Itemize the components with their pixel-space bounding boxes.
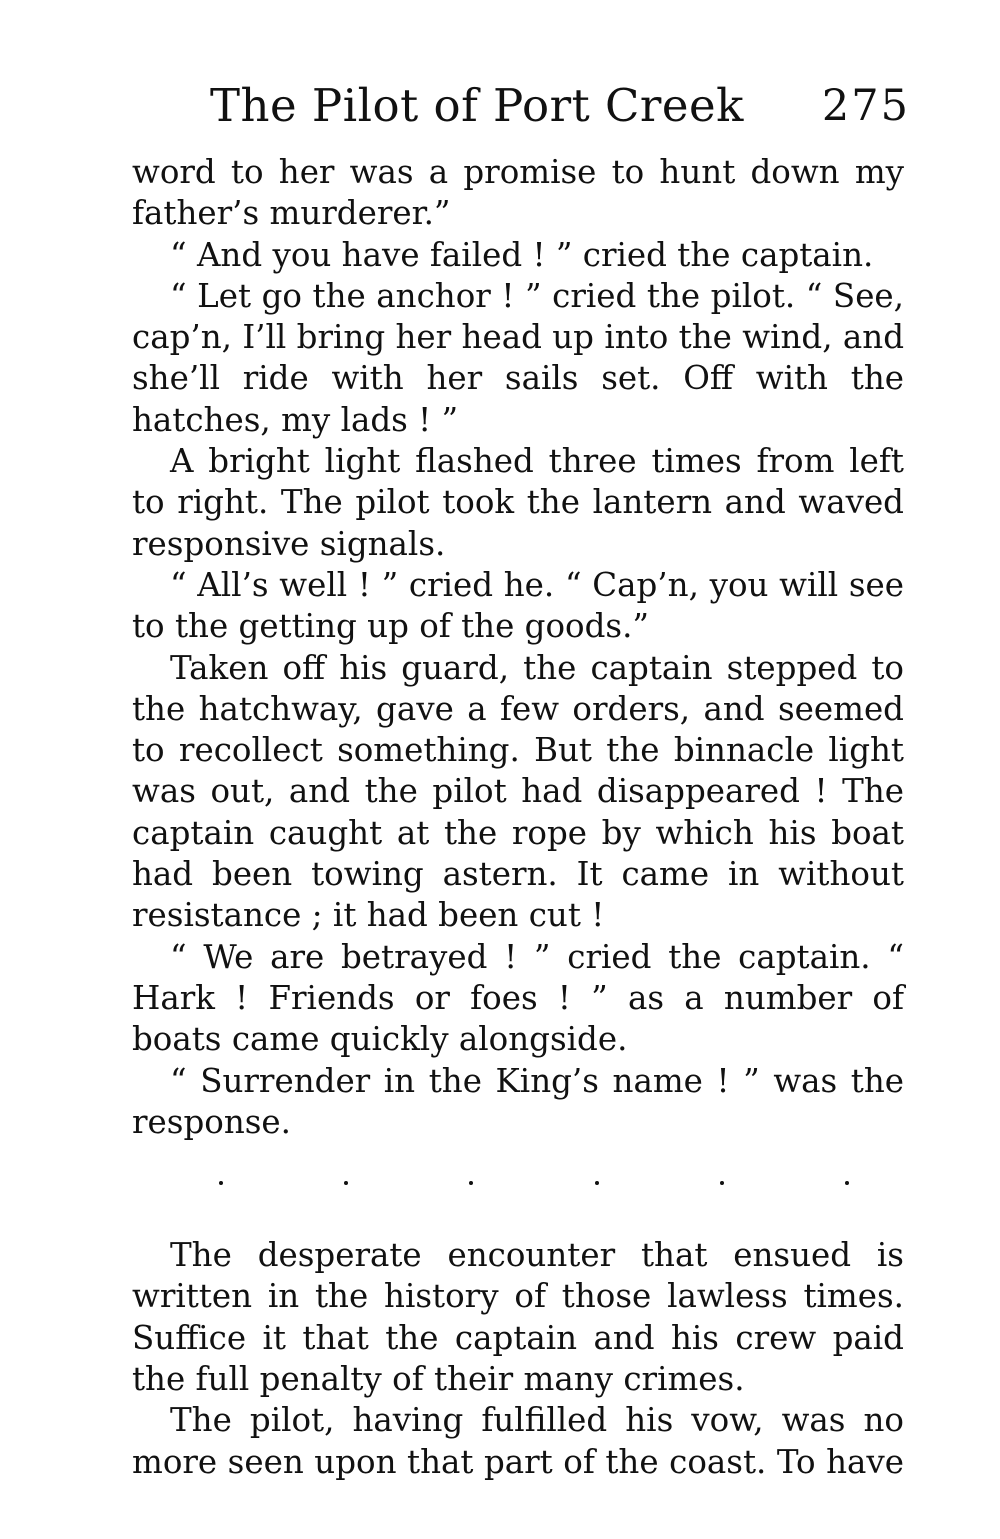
paragraph: The pilot, having fulfilled his vow, was no more seen upon that part of the coast. To have [132, 1401, 904, 1481]
paragraph: “ Surrender in the King’s name ! ” was the response. [132, 1061, 904, 1141]
paragraph: “ We are betrayed ! ” cried the captain. “ Hark ! Friends or foes ! ” as a number of boats came quickly alongside. [132, 937, 904, 1059]
section-break-dot [219, 1181, 223, 1185]
paragraph: The desperate encounter that ensued is written in the history of those lawless times. Suffice it that the captain and his crew paid the full penalty of their many crimes. [132, 1236, 904, 1399]
paragraph: Taken off his guard, the captain stepped to the hatchway, gave a few orders, and seemed to recollect something. But the binnacle light was out, and the pilot had disappeared ! The captain caught at the rope by which his boat had been towing astern. It came in without resistance ; it had been cut ! [132, 648, 904, 935]
paragraph: A bright light flashed three times from left to right. The pilot took the lantern and waved responsive signals. [132, 442, 904, 563]
paragraph: word to her was a promise to hunt down my father’s murderer.” [132, 153, 904, 233]
running-head-title: The Pilot of Port Creek [210, 79, 744, 132]
page-number: 275 [821, 81, 910, 131]
paragraph: “ And you have failed ! ” cried the captain. [170, 235, 874, 274]
section-break-dot [469, 1181, 473, 1185]
section-break-dot [595, 1181, 599, 1185]
section-break-dot [845, 1181, 849, 1185]
section-break [219, 1167, 849, 1199]
running-header [210, 74, 910, 138]
paragraph: “ All’s well ! ” cried he. “ Cap’n, you will see to the getting up of the goods.” [132, 565, 904, 646]
paragraph: “ Let go the anchor ! ” cried the pilot. “ See, cap’n, I’ll bring her head up into the wind, and she’ll ride with her sails set. Off with the hatches, my lads ! ” [132, 276, 904, 439]
body-text [132, 152, 904, 1483]
section-break-dot [344, 1181, 348, 1185]
section-break-dot [720, 1181, 724, 1185]
